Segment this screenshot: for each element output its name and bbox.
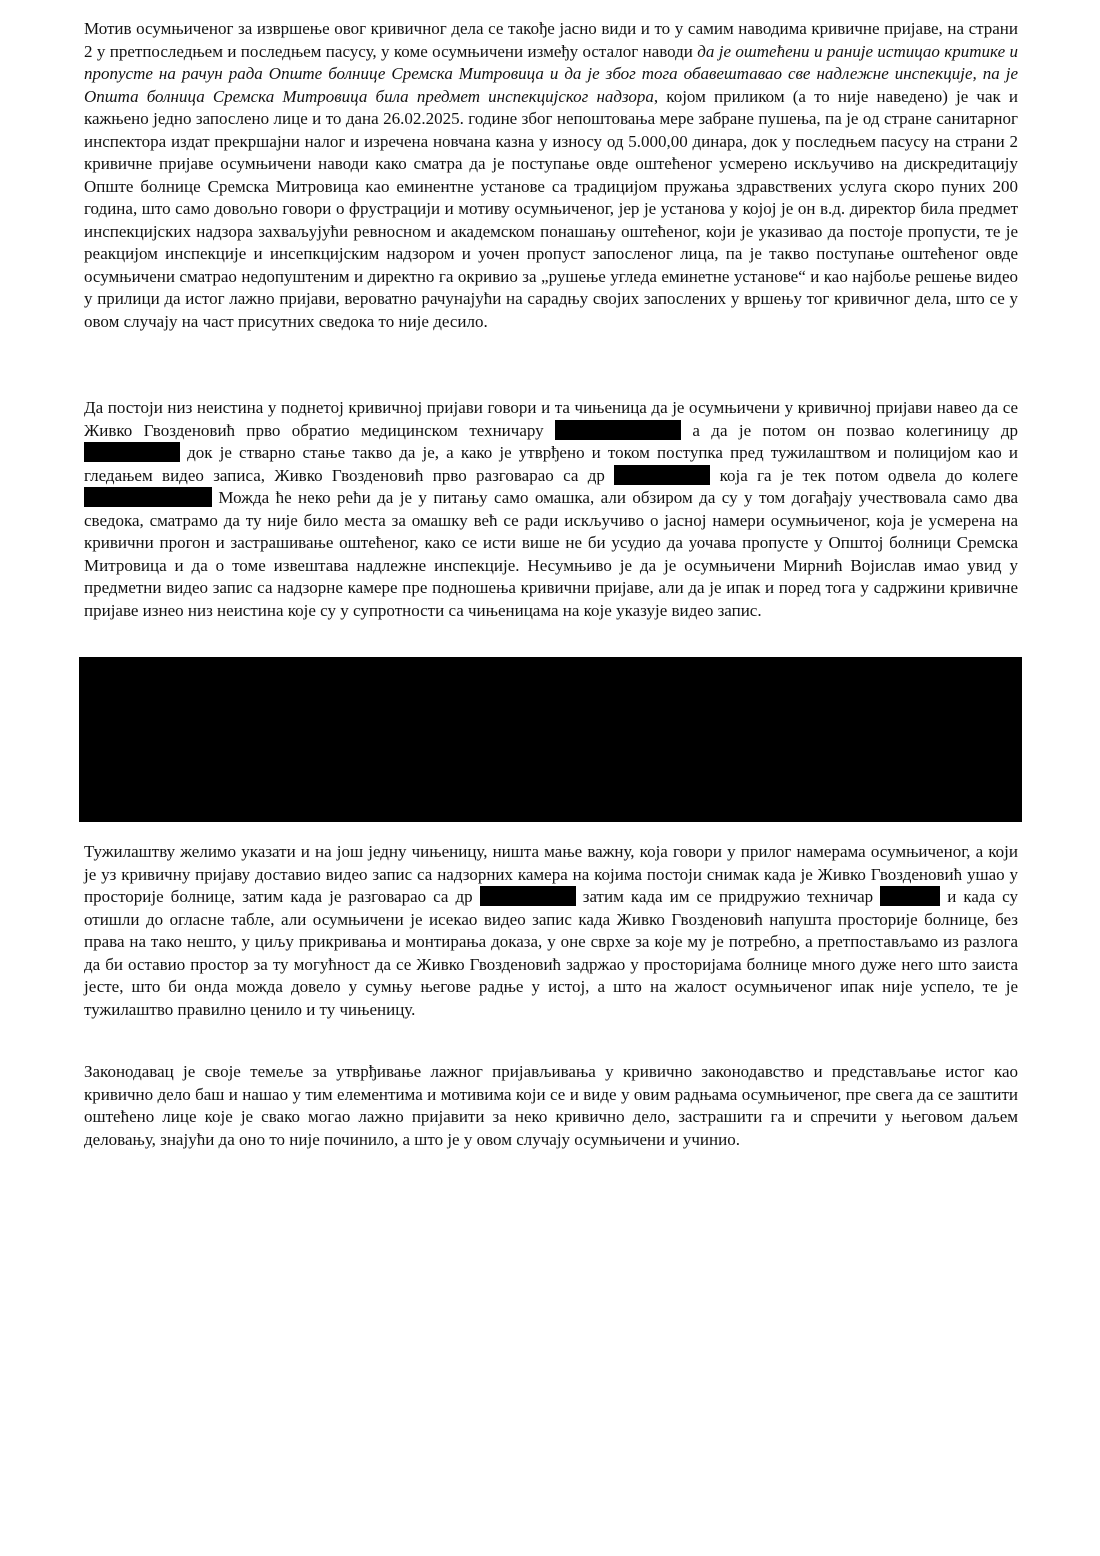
paragraph-video-record-text-3: и када су отишли до огласне табле, али осумњичени је исекао видео запис када Живко Гвозденовић напушта просторије болнице, без права на тако нешто, у циљу прикривања и монтирања доказа, у оне сврхе за које му је потребно, а претпостављамо из разлога да би оставио простор за ту могућност да се Живко Гвозденовић задржао у просторијама болнице много дуже него што заиста јесте, што би онда можда довело у сумњу његове радње у истој, а што на жалост осумњиченог ипак није успело, те је тужилаштво правилно ценило и ту чињеницу. (84, 887, 1018, 1019)
paragraph-video-record-text-1: Тужилаштву желимо указати и на још једну чињеницу, ништа мање важну, која говори у прилог намерама осумњиченог, а који је уз кривичну пријаву доставио видео запис са надзорних камера на којима постоји снимак када је Живко Гвозденовић ушао у просторије болнице, затим када је разговарао са др (84, 842, 1018, 906)
redaction-box (880, 886, 940, 906)
paragraph-legislator-text: Законодавац је своје темеље за утврђивање лажног пријављивања у кривично законодавство и представљање истог као кривично дело баш и нашао у тим елементима и мотивима који се и виде у овим радњама осумњиченог, пре свега да се заштити оштећено лице које је свако могао лажно пријавити за неко кривично дело, застрашити га и спречити у његовом даљем деловању, знајући да оно то није починило, а што је у овом случају осумњичени и учинио. (84, 1062, 1018, 1149)
redaction-box (480, 886, 576, 906)
paragraph-untruths-text-4: која га је тек потом одвела до колеге (710, 465, 1018, 485)
paragraph-untruths-text-5: Можда ће неко рећи да је у питању само омашка, али обзиром да су у том догађају учествовала само два сведока, сматрамо да ту није било места за омашку већ се ради искључиво о јасној намери осумњиченог, која је усмерена на кривични прогон и застрашивање оштећеног, како се исти више не би усудио да уочава пропусте у Општој болници Сремска Митровица и да о томе извештава надлежне инспекције. Несумњиво је да је осумњичени Мирнић Војислав имао увид у предметни видео запис са надзорне камере пре подношења кривични пријаве, али да је ипак и поред тога у садржини кривичне пријаве изнео низ неистина које су у супротности са чињеницама на које указује видео запис. (84, 488, 1018, 620)
paragraph-untruths-text-3: док је стварно стање такво да је, а како је утврђено и током поступка пред тужилаштвом и полицијом као и гледањем видео записа, Живко Гвозденовић прво разговарао са др (84, 443, 1018, 485)
paragraph-motive-text-1: Мотив осумњиченог за извршење овог кривичног дела се такође јасно види и то у самим наводима кривичне пријаве, на страни 2 у претпоследњем и последњем пасусу, у коме осумњичени између осталог наводи (84, 19, 1018, 61)
paragraph-motive-text-2: , којом приликом (а то није наведено) је чак и кажњено једно запослено лице и то дана 26.02.2025. године због непоштовања мере забране пушења, па је од стране санитарног инспектора издат прекршајни налог и изречена новчана казна у износу од 5.000,00 динара, док у последњем пасусу на страни 2 кривичне пријаве осумњичени наводи како сматра да је поступање овде оштећеног усмерено искључиво на дискредитацију Опште болнице Сремска Митровица као еминентне установе са традицијом пружања здравствених услуга скоро пуних 200 година, што само довољно говори о фрустрацији и мотиву осумњиченог, јер је установа у којој је он в.д. директор била предмет инспекцијских надзора захваљујући ревносном и академском понашању оштећеног, који је указивао да постоје пропусти, те је реакцијом инспекције и инсепкцијским надзором и уочен пропуст запосленог лица, па је такво поступање оштећеног овде осумњичени сматрао недопуштеним и директно га окривио за „рушење угледа еминетне установе“ и као најбоље решење видео у прилици да истог лажно пријави, вероватно рачунајући на сарадњу својих запослених у вршењу тог кривичног дела, што се у овом случају на част присутних сведока то није десило. (84, 86, 1019, 331)
redaction-box (84, 442, 180, 462)
paragraph-motive-quote: да је оштећени и раније истицао критике и пропусте на рачун рада Опште болнице Сремска Митровица и да је због тога обавештавао све надлежне инспекције, па је Општа болница Сремска Митровица била предмет инспекцијског надзора (84, 41, 1018, 106)
redacted-block (79, 657, 1022, 822)
paragraph-untruths (84, 397, 1018, 622)
paragraph-video-record (84, 841, 1018, 1021)
redaction-box (555, 420, 681, 440)
paragraph-legislator (84, 1061, 1018, 1151)
paragraph-untruths-text-1: Да постоји низ неистина у поднетој кривичној пријави говори и та чињеница да је осумњичени у кривичној пријави навео да се Живко Гвозденовић прво обратио медицинском техничару (84, 398, 1018, 440)
redaction-box (84, 487, 212, 507)
paragraph-motive (84, 18, 1018, 333)
paragraph-video-record-text-2: затим када им се придружио техничар (575, 887, 881, 906)
redaction-box (614, 465, 710, 485)
paragraph-untruths-text-2: а да је потом он позвао колегиницу др (681, 420, 1018, 440)
